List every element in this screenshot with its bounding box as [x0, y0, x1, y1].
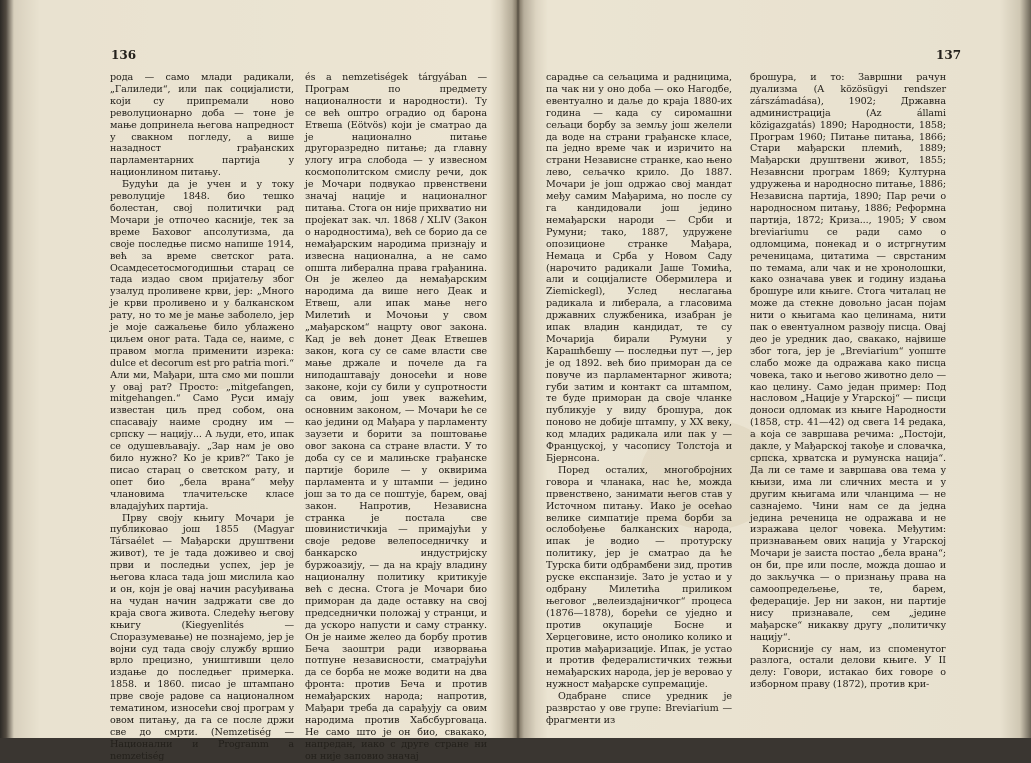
paragraph: рода — само млади радикали, „Галиледи“, или пак социјалисти, који су припремали ново револуционарно доба — тоне је мање допринела његова напредност у свакном погледу, а више назадност грађанских парламентарних партија у национлином питању.: [110, 72, 294, 179]
paragraph: Будући да је учен и у току револуције 1848. био тешко болестан, свој политички рад Мочари је отпочео касније, тек за време Баховог апсолутизма, да своје последње писмо напише 1914, већ за време светског рата. Осамдесетосмогодишњи старац се тада издао свом пријатељу због узалуд проливене крви, јер: „Много је крви проливено и у балканском рату, но то ме је мање заболело, јер је моје сажаљење било ублажено циљем оног рата. Тада се, наиме, с правом могла применити изрека: dulce et decorum est pro patria mori.“ Али ми, Мађари, шта смо ми пошли у овај рат? Просто: „mitgefangen, mitgehangen.“ Само Руси имају известан циљ пред собом, она спасавају наиме сродну им — српску — нацију... А људи, ето, ипак се одушевљавају. „Зар нам је ово било нужно? Ко је крив?“ Тако је писао старац о светском рату, и опет био „бела врана“ међу члановима тлачитељске класе владајућих партија.: [110, 179, 294, 512]
page-number-left: 136: [111, 48, 137, 62]
right-page-column-1: [546, 72, 732, 726]
paragraph: Одабране списе уредник је разврстао у ове групе: Breviarium — фрагменти из: [546, 691, 732, 726]
paragraph: Прву своју књигу Мочари је публиковао још 1855 (Magyar Társaélet — Мађарски друштвени живот), те је тада доживео и свој први и последњи успех, јер је његова класа тада још мислила као и он, којн је овај начин расуђивања на чудан начин задржати све до краја свога живота. Следећу његову књигу (Kiegyenlités — Споразумевање) не познајемо, јер је војни суд тада своју службу вршио врло прецизно, уништивши цело издање до последњег примерка. 1858. и 1860. писао је штампано прве своје радове са националном тематином, износећи свој програм у овом питању, да га се после држи све до смрти. (Nemzetiség — Национални и Programm a nemzetiség: [110, 512, 294, 762]
left-page-column-1: [110, 72, 294, 762]
paragraph: сарадње са сељацима и радницима, па чак ни у оно доба — око Нагодбе, евентуално и даље до краја 1880-их година — када су сиромашни сељаци борбу за земљу још желели да воде на страни грађанске класе, па једно време чак и изричито на страни Независне странке, као њено лево, сељачко крило. До 1887. Мочари је још одржао свој мандат међу самим Мађарима, но после су га кандидовали још једино немађарски народи — Срби и Румуни; тако, 1887, удружене опозиционе странке Мађара, Немаца и Срба у Новом Саду (нарочито радикали Јаше Томића, али и социјалисте Обермилера и Ziemickegl), Услед неслагања радикала и либерала, а гласовима државних службеника, изабран је ипак владин кандидат, те су Мочарија бирали Румуни у Карашћбешу — последњи пут —, јер је од 1892. већ био приморан да се повуче из парламентарног живота; губи затим и контакт са штампом, те буде приморан да своје чланке публикује у виду брошура, док поново не добије штампу, у XX веку, код младих радикала или пак у — Француској, у часопису Толстоја и Бјернсона.: [546, 72, 732, 464]
right-page-column-2: [750, 72, 946, 692]
paragraph: брошура, и то: Завршни рачун дуализма (A közösügyi rendszer zárszámadása), 1902; Државна администрација (Az állami közigazgatás) 1890; Народности, 1858; Програм 1960; Питање питања, 1866; Стари мађарски племић, 1889; Мађарски друштвени живот, 1855; Незавнсни програм 1869; Културна удружења и народносно питање, 1886; Независна партија, 1890; Пар речи о народносном питању, 1886; Реформна партија, 1872; Криза..., 1905; У свом breviariumu се ради само о одломцима, понекад и о истргнутим реченицама, цитатима — сврстаним по темама, али чак и не хронолошки, како означава увек и годину издања брошуре или књиге. Стога читалац не може да стекне довољно јасан појам нити о књигама као целинама, нити пак о евентуалном развоју писца. Овај део је уредник дао, свакако, највише због тога, јер је „Breviarium“ уопште слабо може да одражава како писца човека, тако и његово животно дело — као целину. Само један пример: Под насловом „Нације у Угарској“ — писци доноси одломак из књиге Народности (1858, стр. 41—42) од свега 14 редака, а која се завршава речима: „Постоји, дакле, у Мађарској такође и словачка, српска, хрватска и румунска нација“. Да ли се таме и завршава ова тема у књизи, има ли сличних места и у другим књигама или чланцима — не сазнајемо. Чини нам се да једна једина реченица не одражава и не изражава целог човека. Међутим: признавањем ових нација у Угарској Мочари је заиста постао „бела врана“; он би, пре или после, можда дошао и до закључка — о признању права на самоопредељење, те, барем, федерације. Јер ни закон, ни партије нису признавале, сем „једине мађарске“ никакву другу „политичку нацију“.: [750, 72, 946, 643]
paragraph: Корисније су нам, из споменутог разлога, остали делови књиге. У II делу: Говори, истакао бих говоре о изборном праву (1872), против кри-: [750, 643, 946, 691]
left-page-column-2: [305, 72, 487, 762]
paragraph: és a nemzetiségek tárgyában — Програм по предмету националности и народности). Ту се већ оштро оградио од барона Етвеша (Eötvös) који је сматрао да је национално питање другоразредно питање; да главну улогу игра слобода — у извесном космополитском смислу речи, док је Мочари подвукао првенствени значај нације и националног питања. Стога он није прихватио ни пројекат зак. чл. 1868 / XLIV (Закон о народностима), већ се борио да се немађарским народима признају и извесна национална, а не само општа либерална права грађанина. Он је желео да немађарским народима да више него Деак и Етвеш, али ипак мање него Милетић и Мочоњи у свом „мађарском“ нацрту овог закона. Кад је већ донет Деак Етвешев закон, кога су се саме власти све мање држале и почеле да га ниподаштавају доносећи и нове законе, који су били у супротности са овим, још увек важећим, основним законом, — Мочари ће се као једини од Мађара у парламенту заузети и борити за поштовање овог закона са стране власти. У то доба су се и малињске грађанске партије бориле — у оквирима парламента и у штампи — једино још за то да се поштује, барем, овај закон. Напротив, Независна странка је постала све шовинистичкија — примајући у своје редове велепоседничку и банкарско индустријску буржоазију, — да на крају владину националну политику критикује већ с десна. Стога је Мочари био приморан да даде оставку на свој председнички положај у странци, и да ускоро напусти и саму странку. Он је наиме желео да борбу против Беча заоштри ради изворвања потпуне независности, сматрајући да се борба не може водити на два фронта: против Беча и против немађарских народа; напротив, Мађари треба да сарађују са овим народима против Хабсбурговаца. Не само што је он био, свакако, напредан, иако с друге стране ни он није заповио значај: [305, 72, 487, 762]
page-number-right: 137: [936, 48, 962, 62]
paragraph: Поред осталих, многобројних говора и чланака, нас ће, можда првенствено, занимати његов став у Источном питању. Иако је осећао велике симпатије према борби за ослобођење балканских народа, ипак је водио — протурску политику, јер је сматрао да ће Турска бити одбрамбени зид, против руске експанзије. Зато је устао и у одбрану Милетића приликом његовог „велеиздајничког“ процеса (1876—1878), борећи се уједно и против окупације Босне и Херцеговине, исто онолико колико и против мађаризације. Ипак, је устао и против федералистичких тежњи немађарских народа, јер је веровао у нужност мађарске супремације.: [546, 464, 732, 691]
right-page: [518, 0, 1031, 738]
